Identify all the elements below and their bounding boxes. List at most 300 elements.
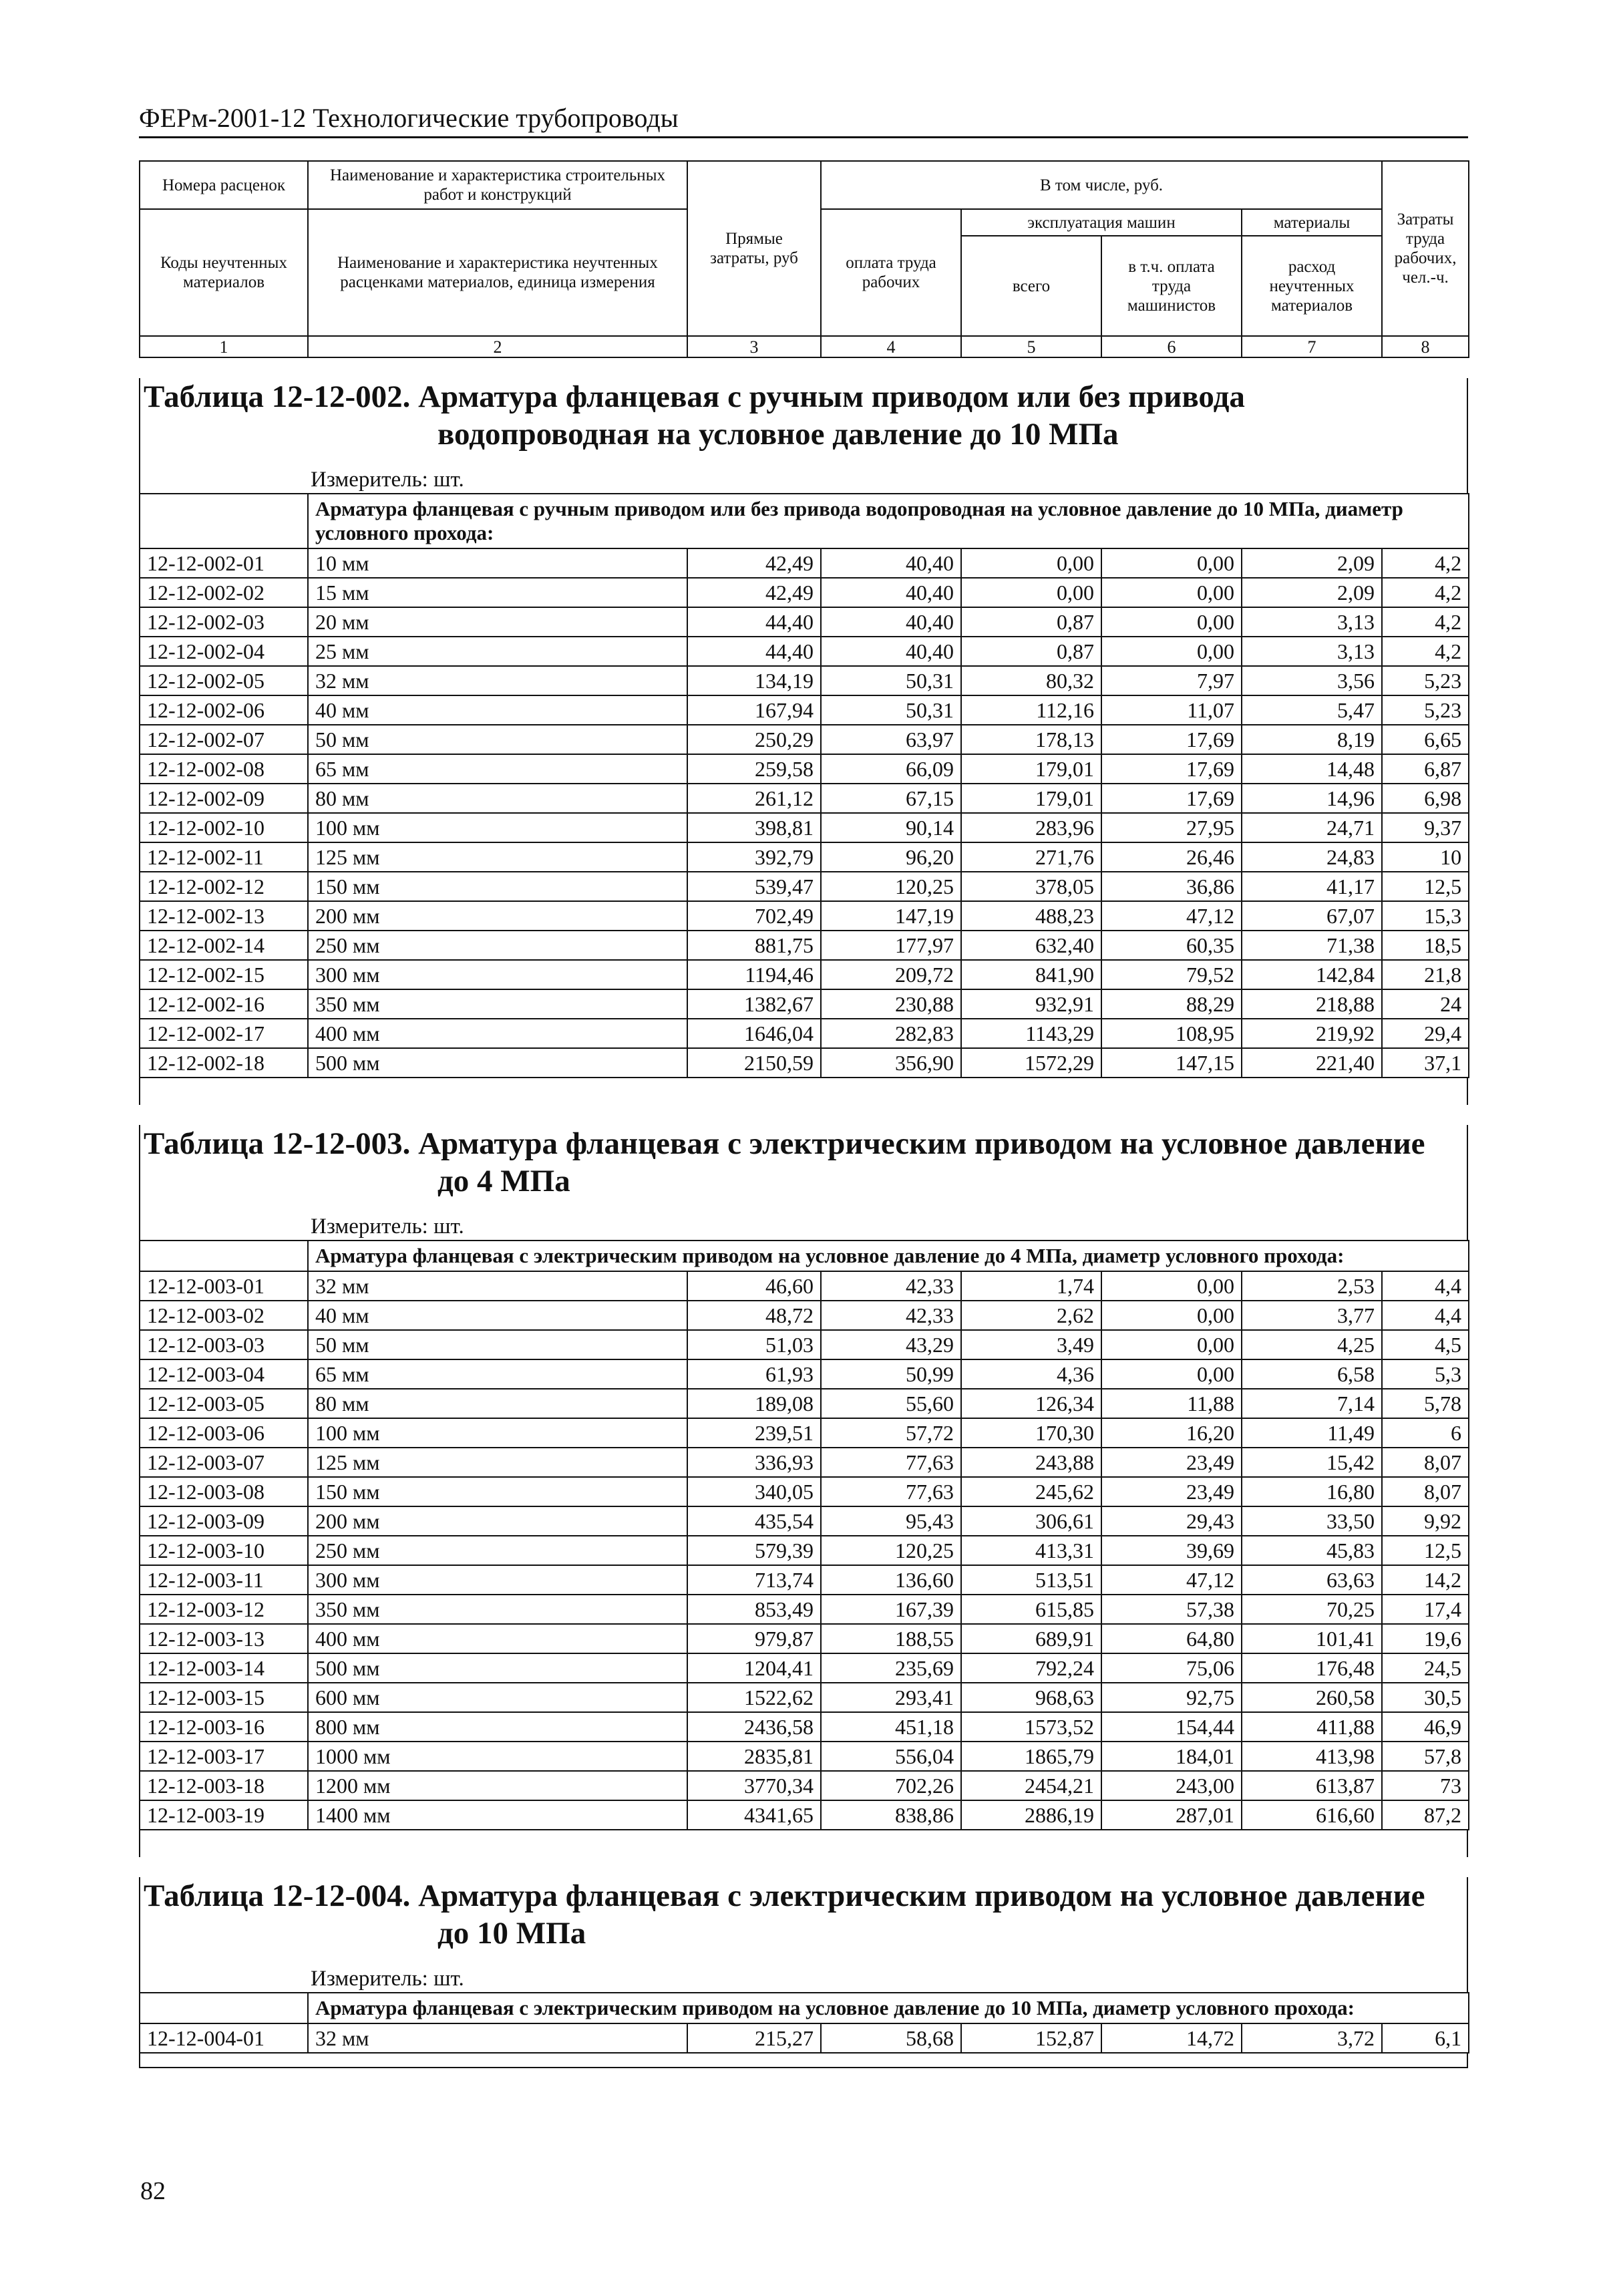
value-cell: 95,43 <box>821 1506 961 1536</box>
value-cell: 55,60 <box>821 1389 961 1418</box>
value-cell: 413,31 <box>961 1536 1101 1565</box>
value-cell: 1865,79 <box>961 1742 1101 1771</box>
sections-container <box>139 378 1468 2068</box>
value-cell: 243,00 <box>1101 1771 1242 1800</box>
diameter-cell: 300 мм <box>308 960 687 989</box>
diameter-cell: 250 мм <box>308 1536 687 1565</box>
value-cell: 336,93 <box>687 1448 821 1477</box>
section-spacer <box>139 2054 1468 2068</box>
table-row <box>140 637 1469 666</box>
value-cell: 71,38 <box>1242 931 1382 960</box>
value-cell: 539,47 <box>687 872 821 901</box>
value-cell: 77,63 <box>821 1477 961 1506</box>
value-cell: 5,23 <box>1382 695 1469 725</box>
value-cell: 47,12 <box>1101 1565 1242 1595</box>
measurement-unit: Измеритель: шт. <box>311 468 464 492</box>
section-title: Таблица 12-12-003. Арматура фланцевая с электрическим приводом на условное давление до 4 МПа <box>144 1126 1425 1198</box>
value-cell: 1204,41 <box>687 1653 821 1683</box>
table-row <box>140 1536 1469 1565</box>
value-cell: 58,68 <box>821 2023 961 2053</box>
diameter-cell: 800 мм <box>308 1712 687 1742</box>
value-cell: 189,08 <box>687 1389 821 1418</box>
column-number: 8 <box>1382 336 1469 357</box>
section-spacer <box>139 1830 1468 1857</box>
rate-code-cell: 12-12-002-12 <box>140 872 308 901</box>
rate-code-cell: 12-12-003-04 <box>140 1359 308 1389</box>
value-cell: 4,2 <box>1382 607 1469 637</box>
diameter-cell: 1400 мм <box>308 1800 687 1830</box>
value-cell: 4,4 <box>1382 1301 1469 1330</box>
value-cell: 613,87 <box>1242 1771 1382 1800</box>
value-cell: 44,40 <box>687 637 821 666</box>
rate-code-cell: 12-12-003-18 <box>140 1771 308 1800</box>
value-cell: 15,3 <box>1382 901 1469 931</box>
value-cell: 178,13 <box>961 725 1101 754</box>
value-cell: 41,17 <box>1242 872 1382 901</box>
header-rate-numbers: Номера расценок <box>140 161 308 209</box>
value-cell: 42,49 <box>687 548 821 578</box>
table-row <box>140 2023 1469 2053</box>
value-cell: 42,33 <box>821 1301 961 1330</box>
value-cell: 968,63 <box>961 1683 1101 1712</box>
subtitle-cell <box>308 494 1469 548</box>
value-cell: 50,31 <box>821 666 961 695</box>
value-cell: 6,1 <box>1382 2023 1469 2053</box>
value-cell: 5,23 <box>1382 666 1469 695</box>
value-cell: 5,78 <box>1382 1389 1469 1418</box>
value-cell: 9,37 <box>1382 813 1469 842</box>
table-row <box>140 607 1469 637</box>
value-cell: 120,25 <box>821 1536 961 1565</box>
value-cell: 1382,67 <box>687 989 821 1019</box>
value-cell: 0,00 <box>1101 607 1242 637</box>
value-cell: 239,51 <box>687 1418 821 1448</box>
rate-code-cell: 12-12-003-08 <box>140 1477 308 1506</box>
value-cell: 1,74 <box>961 1271 1101 1301</box>
value-cell: 112,16 <box>961 695 1101 725</box>
value-cell: 2886,19 <box>961 1800 1101 1830</box>
value-cell: 411,88 <box>1242 1712 1382 1742</box>
value-cell: 215,27 <box>687 2023 821 2053</box>
value-cell: 79,52 <box>1101 960 1242 989</box>
table-row <box>140 1771 1469 1800</box>
value-cell: 287,01 <box>1101 1800 1242 1830</box>
table-row <box>140 1624 1469 1653</box>
value-cell: 61,93 <box>687 1359 821 1389</box>
value-cell: 40,40 <box>821 607 961 637</box>
value-cell: 17,69 <box>1101 754 1242 784</box>
table-subtitle: Арматура фланцевая с ручным приводом или без привода водопроводная на условное давление до 10 МПа, диаметр условного прохода: <box>315 497 1403 544</box>
value-cell: 40,40 <box>821 548 961 578</box>
value-cell: 979,87 <box>687 1624 821 1653</box>
rate-code-cell: 12-12-002-01 <box>140 548 308 578</box>
value-cell: 4,2 <box>1382 637 1469 666</box>
value-cell: 12,5 <box>1382 872 1469 901</box>
value-cell: 6,58 <box>1242 1359 1382 1389</box>
value-cell: 67,15 <box>821 784 961 813</box>
value-cell: 1194,46 <box>687 960 821 989</box>
value-cell: 282,83 <box>821 1019 961 1048</box>
diameter-cell: 65 мм <box>308 754 687 784</box>
value-cell: 152,87 <box>961 2023 1101 2053</box>
value-cell: 0,00 <box>1101 637 1242 666</box>
rate-code-cell: 12-12-003-11 <box>140 1565 308 1595</box>
estimate-table-frame <box>139 160 1468 2068</box>
value-cell: 17,69 <box>1101 725 1242 754</box>
value-cell: 11,07 <box>1101 695 1242 725</box>
value-cell: 26,46 <box>1101 842 1242 872</box>
value-cell: 63,63 <box>1242 1565 1382 1595</box>
value-cell: 3,13 <box>1242 637 1382 666</box>
table-row <box>140 1448 1469 1477</box>
subtitle-blank-cell <box>140 1993 308 2023</box>
table-row <box>140 1301 1469 1330</box>
value-cell: 0,87 <box>961 607 1101 637</box>
value-cell: 43,29 <box>821 1330 961 1359</box>
value-cell: 92,75 <box>1101 1683 1242 1712</box>
section-title: Таблица 12-12-002. Арматура фланцевая с ручным приводом или без привода водопроводная на условное давление до 10 МПа <box>144 379 1245 452</box>
diameter-cell: 100 мм <box>308 813 687 842</box>
header-including: В том числе, руб. <box>821 161 1382 209</box>
rate-code-cell: 12-12-003-07 <box>140 1448 308 1477</box>
table-row <box>140 1565 1469 1595</box>
table-row <box>140 754 1469 784</box>
value-cell: 51,03 <box>687 1330 821 1359</box>
table-row <box>140 1800 1469 1830</box>
page-number: 82 <box>140 2177 166 2205</box>
rate-code-cell: 12-12-003-02 <box>140 1301 308 1330</box>
diameter-cell: 200 мм <box>308 901 687 931</box>
diameter-cell: 25 мм <box>308 637 687 666</box>
value-cell: 42,49 <box>687 578 821 607</box>
rate-table <box>139 1240 1469 1830</box>
value-cell: 136,60 <box>821 1565 961 1595</box>
value-cell: 283,96 <box>961 813 1101 842</box>
header-direct-costs: Прямые затраты, руб <box>687 161 821 336</box>
value-cell: 713,74 <box>687 1565 821 1595</box>
table-row <box>140 872 1469 901</box>
subtitle-cell <box>308 1993 1469 2023</box>
diameter-cell: 500 мм <box>308 1048 687 1078</box>
table-row <box>140 813 1469 842</box>
value-cell: 1646,04 <box>687 1019 821 1048</box>
diameter-cell: 32 мм <box>308 1271 687 1301</box>
column-number: 1 <box>140 336 308 357</box>
value-cell: 259,58 <box>687 754 821 784</box>
measurement-unit: Измеритель: шт. <box>311 1967 464 1991</box>
value-cell: 134,19 <box>687 666 821 695</box>
value-cell: 16,80 <box>1242 1477 1382 1506</box>
column-number-row <box>140 336 1469 357</box>
value-cell: 101,41 <box>1242 1624 1382 1653</box>
value-cell: 24,83 <box>1242 842 1382 872</box>
rate-code-cell: 12-12-003-09 <box>140 1506 308 1536</box>
value-cell: 177,97 <box>821 931 961 960</box>
value-cell: 73 <box>1382 1771 1469 1800</box>
value-cell: 167,39 <box>821 1595 961 1624</box>
diameter-cell: 32 мм <box>308 666 687 695</box>
value-cell: 39,69 <box>1101 1536 1242 1565</box>
value-cell: 18,5 <box>1382 931 1469 960</box>
diameter-cell: 150 мм <box>308 1477 687 1506</box>
value-cell: 4341,65 <box>687 1800 821 1830</box>
value-cell: 218,88 <box>1242 989 1382 1019</box>
value-cell: 6 <box>1382 1418 1469 1448</box>
value-cell: 1143,29 <box>961 1019 1101 1048</box>
rate-table <box>139 1992 1469 2054</box>
value-cell: 0,00 <box>1101 578 1242 607</box>
rate-code-cell: 12-12-003-06 <box>140 1418 308 1448</box>
rate-code-cell: 12-12-003-05 <box>140 1389 308 1418</box>
diameter-cell: 300 мм <box>308 1565 687 1595</box>
value-cell: 4,25 <box>1242 1330 1382 1359</box>
header-machines-total: всего <box>961 236 1101 336</box>
header-labor-costs: Затраты труда рабочих, чел.-ч. <box>1382 161 1469 336</box>
diameter-cell: 40 мм <box>308 1301 687 1330</box>
table-row <box>140 901 1469 931</box>
value-cell: 9,92 <box>1382 1506 1469 1536</box>
value-cell: 24,5 <box>1382 1653 1469 1683</box>
value-cell: 3,77 <box>1242 1301 1382 1330</box>
value-cell: 170,30 <box>961 1418 1101 1448</box>
subtitle-blank-cell <box>140 1241 308 1271</box>
value-cell: 88,29 <box>1101 989 1242 1019</box>
value-cell: 75,06 <box>1101 1653 1242 1683</box>
diameter-cell: 15 мм <box>308 578 687 607</box>
value-cell: 230,88 <box>821 989 961 1019</box>
value-cell: 19,6 <box>1382 1624 1469 1653</box>
rate-code-cell: 12-12-002-18 <box>140 1048 308 1078</box>
value-cell: 413,98 <box>1242 1742 1382 1771</box>
value-cell: 3,72 <box>1242 2023 1382 2053</box>
table-subtitle: Арматура фланцевая с электрическим приводом на условное давление до 10 МПа, диаметр условного прохода: <box>315 1996 1355 2019</box>
rate-code-cell: 12-12-003-14 <box>140 1653 308 1683</box>
value-cell: 6,65 <box>1382 725 1469 754</box>
table-row <box>140 666 1469 695</box>
value-cell: 243,88 <box>961 1448 1101 1477</box>
value-cell: 4,2 <box>1382 548 1469 578</box>
measurement-unit: Измеритель: шт. <box>311 1214 464 1239</box>
value-cell: 24 <box>1382 989 1469 1019</box>
diameter-cell: 32 мм <box>308 2023 687 2053</box>
value-cell: 8,07 <box>1382 1448 1469 1477</box>
rate-code-cell: 12-12-004-01 <box>140 2023 308 2053</box>
table-row <box>140 578 1469 607</box>
value-cell: 14,2 <box>1382 1565 1469 1595</box>
table-row <box>140 931 1469 960</box>
value-cell: 15,42 <box>1242 1448 1382 1477</box>
table-row <box>140 1595 1469 1624</box>
value-cell: 147,19 <box>821 901 961 931</box>
value-cell: 14,48 <box>1242 754 1382 784</box>
rate-code-cell: 12-12-002-13 <box>140 901 308 931</box>
value-cell: 14,72 <box>1101 2023 1242 2053</box>
value-cell: 142,84 <box>1242 960 1382 989</box>
diameter-cell: 200 мм <box>308 1506 687 1536</box>
diameter-cell: 40 мм <box>308 695 687 725</box>
rate-code-cell: 12-12-003-16 <box>140 1712 308 1742</box>
table-row <box>140 960 1469 989</box>
table-row <box>140 1506 1469 1536</box>
table-row <box>140 1683 1469 1712</box>
rate-code-cell: 12-12-002-16 <box>140 989 308 1019</box>
value-cell: 2,62 <box>961 1301 1101 1330</box>
column-header-table <box>139 160 1469 358</box>
value-cell: 154,44 <box>1101 1712 1242 1742</box>
value-cell: 209,72 <box>821 960 961 989</box>
section-title: Таблица 12-12-004. Арматура фланцевая с электрическим приводом на условное давление до 10 МПа <box>144 1878 1425 1951</box>
value-cell: 1522,62 <box>687 1683 821 1712</box>
column-number: 6 <box>1101 336 1242 357</box>
value-cell: 0,00 <box>961 548 1101 578</box>
value-cell: 2835,81 <box>687 1742 821 1771</box>
table-row <box>140 1477 1469 1506</box>
rate-table-section <box>139 1877 1468 1992</box>
value-cell: 50,31 <box>821 695 961 725</box>
diameter-cell: 350 мм <box>308 989 687 1019</box>
value-cell: 2150,59 <box>687 1048 821 1078</box>
value-cell: 881,75 <box>687 931 821 960</box>
value-cell: 702,49 <box>687 901 821 931</box>
value-cell: 838,86 <box>821 1800 961 1830</box>
section-spacer <box>139 1078 1468 1105</box>
diameter-cell: 250 мм <box>308 931 687 960</box>
value-cell: 2,09 <box>1242 578 1382 607</box>
rate-code-cell: 12-12-002-07 <box>140 725 308 754</box>
value-cell: 250,29 <box>687 725 821 754</box>
value-cell: 29,43 <box>1101 1506 1242 1536</box>
diameter-cell: 10 мм <box>308 548 687 578</box>
diameter-cell: 50 мм <box>308 725 687 754</box>
table-row <box>140 1712 1469 1742</box>
subtitle-blank-cell <box>140 494 308 548</box>
rate-code-cell: 12-12-003-01 <box>140 1271 308 1301</box>
value-cell: 616,60 <box>1242 1800 1382 1830</box>
table-row <box>140 1389 1469 1418</box>
value-cell: 398,81 <box>687 813 821 842</box>
value-cell: 702,26 <box>821 1771 961 1800</box>
value-cell: 0,00 <box>1101 548 1242 578</box>
value-cell: 40,40 <box>821 637 961 666</box>
value-cell: 632,40 <box>961 931 1101 960</box>
value-cell: 50,99 <box>821 1359 961 1389</box>
value-cell: 57,38 <box>1101 1595 1242 1624</box>
rate-code-cell: 12-12-002-10 <box>140 813 308 842</box>
value-cell: 221,40 <box>1242 1048 1382 1078</box>
rate-code-cell: 12-12-002-17 <box>140 1019 308 1048</box>
value-cell: 4,4 <box>1382 1271 1469 1301</box>
rate-code-cell: 12-12-002-05 <box>140 666 308 695</box>
value-cell: 513,51 <box>961 1565 1101 1595</box>
value-cell: 5,3 <box>1382 1359 1469 1389</box>
value-cell: 5,47 <box>1242 695 1382 725</box>
value-cell: 64,80 <box>1101 1624 1242 1653</box>
value-cell: 2,09 <box>1242 548 1382 578</box>
value-cell: 11,88 <box>1101 1389 1242 1418</box>
column-number: 3 <box>687 336 821 357</box>
rate-code-cell: 12-12-002-03 <box>140 607 308 637</box>
value-cell: 0,87 <box>961 637 1101 666</box>
value-cell: 70,25 <box>1242 1595 1382 1624</box>
value-cell: 235,69 <box>821 1653 961 1683</box>
value-cell: 67,07 <box>1242 901 1382 931</box>
rate-code-cell: 12-12-002-09 <box>140 784 308 813</box>
rate-table <box>139 493 1469 1078</box>
header-materials: материалы <box>1242 209 1382 236</box>
value-cell: 45,83 <box>1242 1536 1382 1565</box>
value-cell: 24,71 <box>1242 813 1382 842</box>
value-cell: 17,69 <box>1101 784 1242 813</box>
diameter-cell: 600 мм <box>308 1683 687 1712</box>
value-cell: 488,23 <box>961 901 1101 931</box>
value-cell: 108,95 <box>1101 1019 1242 1048</box>
diameter-cell: 125 мм <box>308 1448 687 1477</box>
value-cell: 29,4 <box>1382 1019 1469 1048</box>
diameter-cell: 1200 мм <box>308 1771 687 1800</box>
value-cell: 33,50 <box>1242 1506 1382 1536</box>
value-cell: 219,92 <box>1242 1019 1382 1048</box>
running-header: ФЕРм-2001-12 Технологические трубопроводы <box>139 100 1468 138</box>
value-cell: 3,13 <box>1242 607 1382 637</box>
table-row <box>140 1019 1469 1048</box>
value-cell: 340,05 <box>687 1477 821 1506</box>
value-cell: 47,12 <box>1101 901 1242 931</box>
value-cell: 1573,52 <box>961 1712 1101 1742</box>
value-cell: 188,55 <box>821 1624 961 1653</box>
value-cell: 90,14 <box>821 813 961 842</box>
value-cell: 1572,29 <box>961 1048 1101 1078</box>
value-cell: 23,49 <box>1101 1477 1242 1506</box>
value-cell: 12,5 <box>1382 1536 1469 1565</box>
value-cell: 2,53 <box>1242 1271 1382 1301</box>
header-operator-pay: в т.ч. оплата труда машинистов <box>1101 236 1242 336</box>
header-material-consumption: расход неучтенных материалов <box>1242 236 1382 336</box>
value-cell: 96,20 <box>821 842 961 872</box>
rate-code-cell: 12-12-002-08 <box>140 754 308 784</box>
value-cell: 245,62 <box>961 1477 1101 1506</box>
diameter-cell: 400 мм <box>308 1624 687 1653</box>
diameter-cell: 500 мм <box>308 1653 687 1683</box>
value-cell: 63,97 <box>821 725 961 754</box>
header-work-name: Наименование и характеристика строительных работ и конструкций <box>308 161 687 209</box>
value-cell: 176,48 <box>1242 1653 1382 1683</box>
value-cell: 260,58 <box>1242 1683 1382 1712</box>
value-cell: 6,87 <box>1382 754 1469 784</box>
value-cell: 932,91 <box>961 989 1101 1019</box>
diameter-cell: 1000 мм <box>308 1742 687 1771</box>
rate-code-cell: 12-12-003-10 <box>140 1536 308 1565</box>
table-row <box>140 989 1469 1019</box>
value-cell: 4,36 <box>961 1359 1101 1389</box>
value-cell: 66,09 <box>821 754 961 784</box>
rate-code-cell: 12-12-002-11 <box>140 842 308 872</box>
subtitle-cell <box>308 1241 1469 1271</box>
value-cell: 21,8 <box>1382 960 1469 989</box>
value-cell: 77,63 <box>821 1448 961 1477</box>
table-row <box>140 695 1469 725</box>
value-cell: 378,05 <box>961 872 1101 901</box>
diameter-cell: 125 мм <box>308 842 687 872</box>
rate-code-cell: 12-12-003-15 <box>140 1683 308 1712</box>
value-cell: 87,2 <box>1382 1800 1469 1830</box>
value-cell: 16,20 <box>1101 1418 1242 1448</box>
value-cell: 853,49 <box>687 1595 821 1624</box>
value-cell: 271,76 <box>961 842 1101 872</box>
value-cell: 0,00 <box>1101 1271 1242 1301</box>
diameter-cell: 80 мм <box>308 784 687 813</box>
value-cell: 23,49 <box>1101 1448 1242 1477</box>
value-cell: 3,49 <box>961 1330 1101 1359</box>
